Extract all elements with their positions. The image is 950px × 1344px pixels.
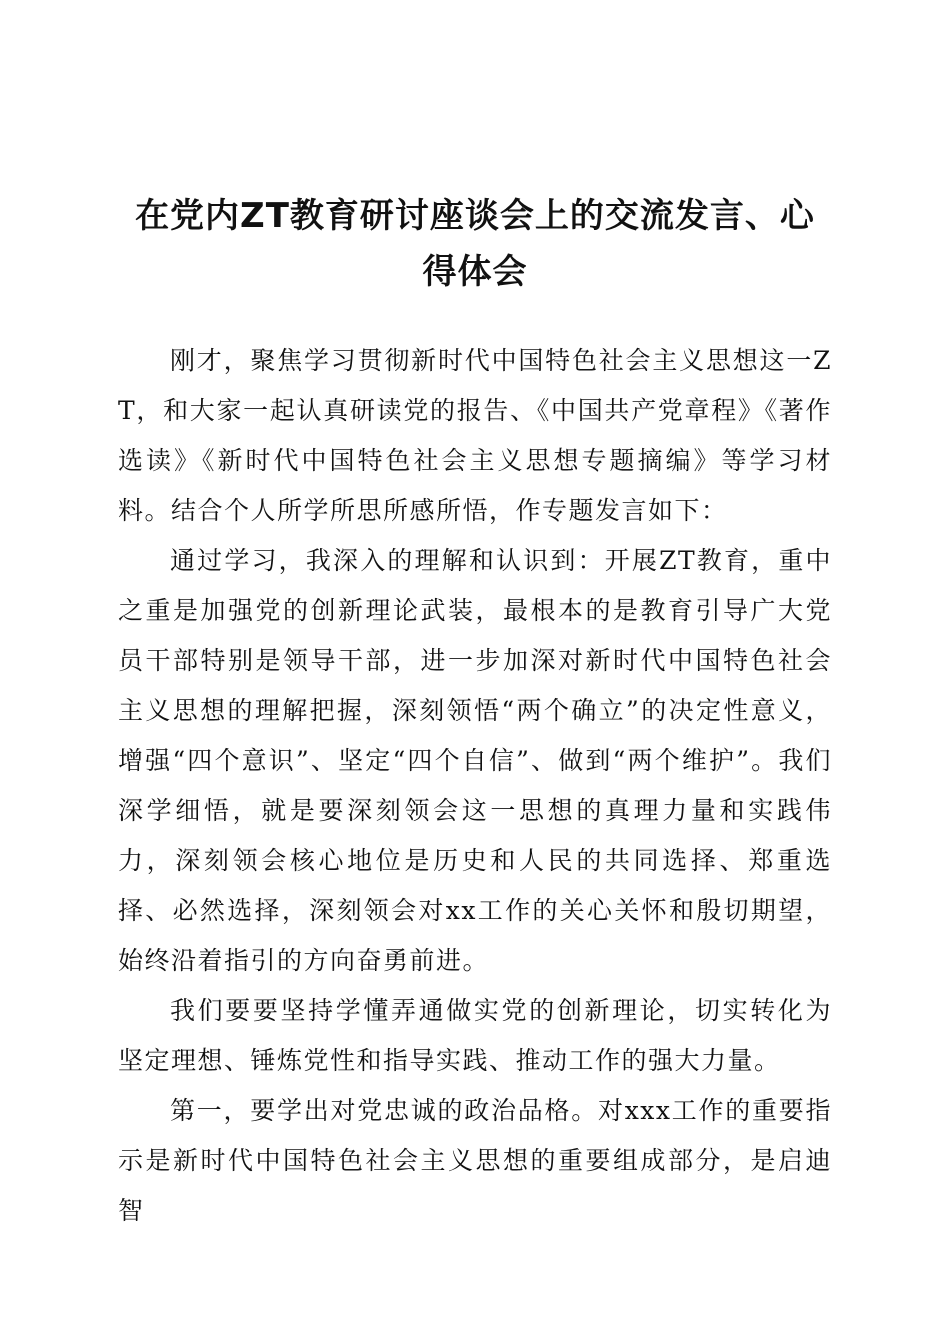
document-title: 在党内ZT教育研讨座谈会上的交流发言、心得体会 [135,196,815,292]
paragraph-understanding: 通过学习，我深入的理解和认识到：开展ZT教育，重中之重是加强党的创新理论武装，最根本的是教育引导广大党员干部特别是领导干部，进一步加深对新时代中国特色社会主义思想的理解把握，深刻领悟“两个确立”的决定性意义，增强“四个意识”、坚定“四个自信”、做到“两个维护”。我们深学细悟，就是要深刻领会这一思想的真理力量和实践伟力，深刻领会核心地位是历史和人民的共同选择、郑重选择、必然选择，深刻领会对xx工作的关心关怀和殷切期望，始终沿着指引的方向奋勇前进。 [118,546,832,975]
paragraph-first-point: 第一，要学出对党忠诚的政治品格。对xxx工作的重要指示是新时代中国特色社会主义思想的重要组成部分，是启迪智 [118,1096,832,1225]
paragraph-intro: 刚才，聚焦学习贯彻新时代中国特色社会主义思想这一ZT，和大家一起认真研读党的报告、《中国共产党章程》《著作选读》《新时代中国特色社会主义思想专题摘编》等学习材料。结合个人所学所思所感所悟，作专题发言如下： [118,346,832,525]
document-body [118,336,832,1236]
paragraph-commitment: 我们要要坚持学懂弄通做实党的创新理论，切实转化为坚定理想、锤炼党性和指导实践、推动工作的强大力量。 [118,996,832,1075]
